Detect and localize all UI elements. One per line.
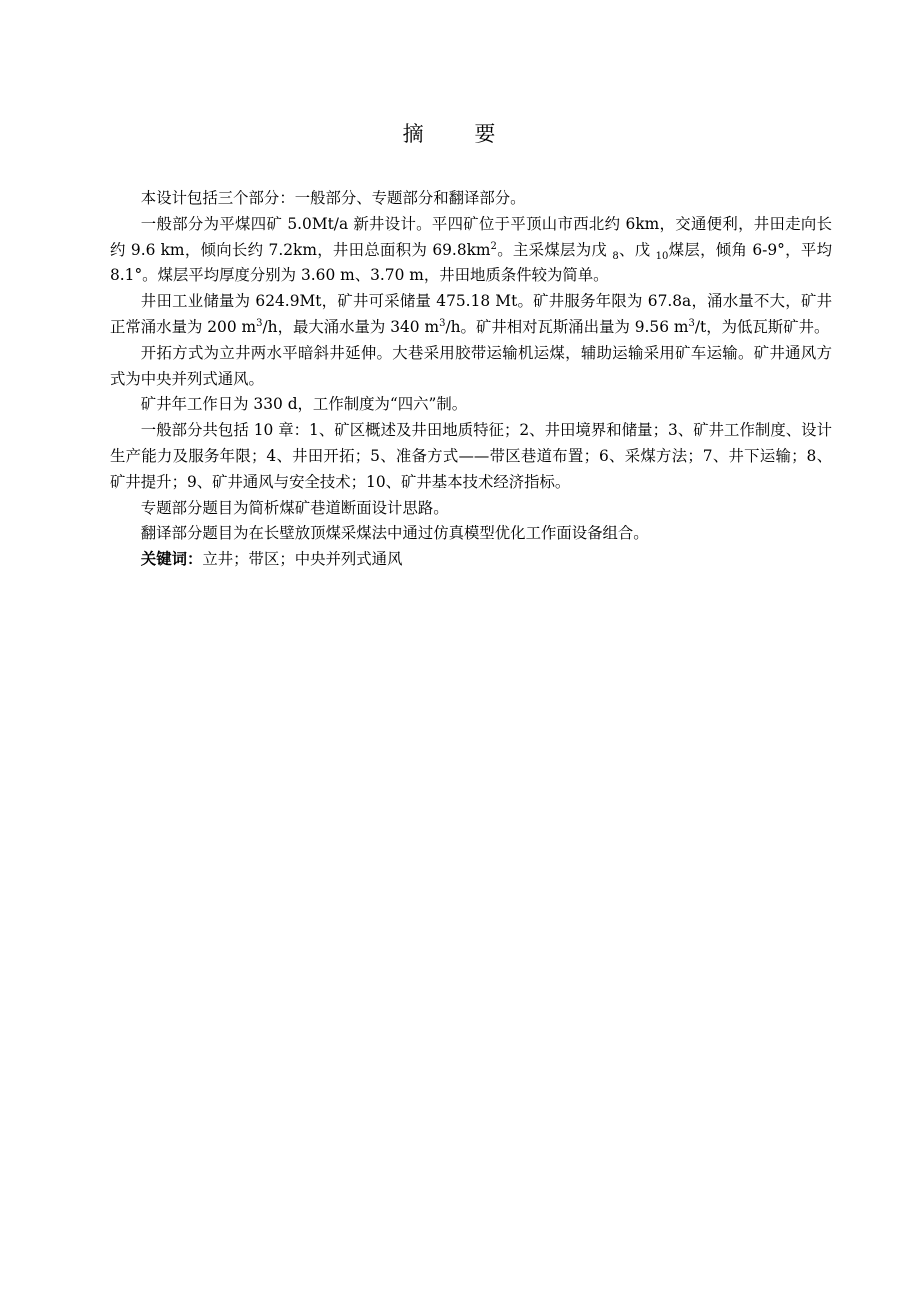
p3-text-d: /t，为低瓦斯矿井。 — [694, 317, 830, 336]
p3-text-a: 井田工业储量为 624.9Mt，矿井可采储量 475.18 Mt。矿井服务年限为 67.8a，涌水量不大，矿井正常涌水量为 200 m — [110, 292, 832, 336]
p2-superscript: 2 — [490, 240, 497, 252]
p2-subscript-8: 8 — [612, 250, 619, 262]
p2-text-d: 煤层，倾角 6-9°，平均 8.1°。煤层平均厚度分别为 3.60 m、3.70 m，井田地质条件较为简单。 — [110, 240, 832, 285]
keywords-line — [110, 547, 832, 573]
p3-superscript-3: 3 — [688, 317, 695, 329]
p3-superscript-1: 3 — [256, 317, 263, 329]
paragraph-work-schedule: 矿井年工作日为 330 d，工作制度为“四六”制。 — [140, 395, 468, 414]
keywords-label: 关键词： — [140, 550, 203, 569]
paragraph-translation: 翻译部分题目为在长壁放顶煤采煤法中通过仿真模型优化工作面设备组合。 — [140, 524, 649, 543]
p2-text-a: 一般部分为平煤四矿 5.0Mt/a 新井设计。平四矿位于平顶山市西北约 6km，交通便利，井田走向长约 9.6 km，倾向长约 7.2km，井田总面积为 69.8km — [110, 214, 832, 259]
paragraph-reserves — [110, 289, 832, 341]
abstract-title: 摘 要 — [402, 122, 518, 146]
p3-text-b: /h，最大涌水量为 340 m — [262, 317, 440, 336]
p3-text-c: /h。矿井相对瓦斯涌出量为 9.56 m — [445, 317, 689, 336]
p2-text-c: 、戊 — [618, 240, 656, 259]
keywords-value: 立井；带区；中央并列式通风 — [202, 550, 403, 569]
p2-subscript-10: 10 — [655, 250, 669, 262]
abstract-body — [110, 186, 832, 573]
paragraph-general-part — [110, 212, 832, 289]
p3-superscript-2: 3 — [439, 317, 446, 329]
paragraph-intro: 本设计包括三个部分：一般部分、专题部分和翻译部分。 — [140, 189, 526, 207]
paragraph-development: 开拓方式为立井两水平暗斜井延伸。大巷采用胶带运输机运煤，辅助运输采用矿车运输。矿井通风方式为中央并列式通风。 — [110, 343, 832, 388]
p2-text-b: 。主采煤层为戊 — [496, 240, 613, 259]
paragraph-special-topic: 专题部分题目为简析煤矿巷道断面设计思路。 — [140, 498, 449, 517]
paragraph-chapters: 一般部分共包括 10 章：1、矿区概述及井田地质特征；2、井田境界和储量；3、矿井工作制度、设计生产能力及服务年限；4、井田开拓；5、准备方式——带区巷道布置；6、采煤方法；7、井下运输；8、矿井提升；9、矿井通风与安全技术；10、矿井基本技术经济指标。 — [110, 421, 832, 491]
